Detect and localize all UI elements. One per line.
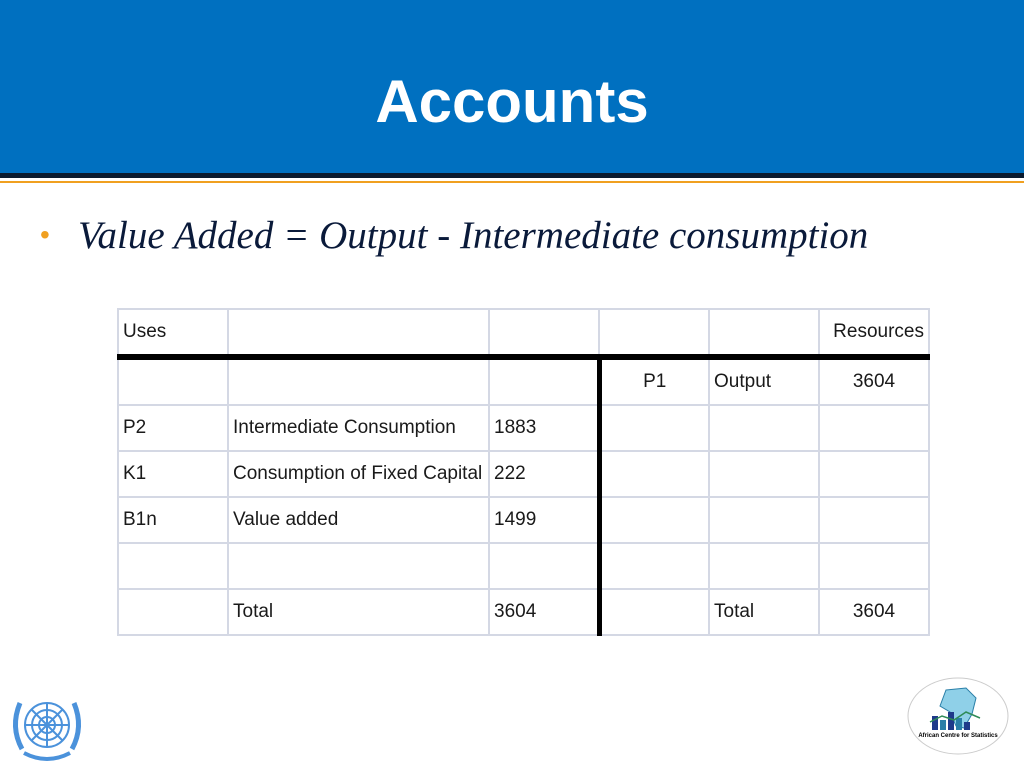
table-cell — [709, 497, 819, 543]
bullet-text: Value Added = Output - Intermediate consumption — [78, 213, 869, 257]
acs-logo-text: African Centre for Statistics — [918, 733, 998, 739]
bullet-icon: • — [40, 219, 50, 250]
header-cell — [599, 309, 709, 357]
table-cell — [599, 543, 709, 589]
table-cell: K1 — [118, 451, 228, 497]
table-row — [118, 405, 929, 451]
table-cell — [118, 543, 228, 589]
table-cell — [599, 497, 709, 543]
table-cell: Consumption of Fixed Capital — [228, 451, 489, 497]
header-cell — [228, 309, 489, 357]
slide-title: Accounts — [375, 68, 649, 135]
table-cell — [489, 357, 599, 405]
table-cell — [709, 451, 819, 497]
title-divider-dark — [0, 173, 1024, 178]
total-label-resources: Total — [709, 589, 819, 635]
bullet-item — [40, 210, 868, 260]
table-cell: P2 — [118, 405, 228, 451]
title-divider-gold — [0, 181, 1024, 183]
table-cell — [118, 357, 228, 405]
account-table — [117, 308, 930, 636]
table-cell — [599, 405, 709, 451]
table-cell — [819, 543, 929, 589]
table-cell: 3604 — [819, 357, 929, 405]
table-row-total — [118, 589, 929, 635]
total-value-uses: 3604 — [489, 589, 599, 635]
table-cell — [228, 357, 489, 405]
table-cell: Intermediate Consumption — [228, 405, 489, 451]
table-cell — [599, 589, 709, 635]
table-row — [118, 357, 929, 405]
table-cell — [819, 497, 929, 543]
table-cell — [709, 543, 819, 589]
table-cell — [709, 405, 819, 451]
table-header-row — [118, 309, 929, 357]
total-value-resources: 3604 — [819, 589, 929, 635]
header-uses: Uses — [118, 309, 228, 357]
table-cell — [819, 405, 929, 451]
total-label-uses: Total — [228, 589, 489, 635]
header-resources: Resources — [819, 309, 929, 357]
table-cell: B1n — [118, 497, 228, 543]
header-cell — [709, 309, 819, 357]
un-emblem-icon — [4, 687, 90, 765]
table-cell — [819, 451, 929, 497]
table-cell: 222 — [489, 451, 599, 497]
table-cell — [489, 543, 599, 589]
table-cell: P1 — [599, 357, 709, 405]
table-row — [118, 543, 929, 589]
table-cell: Value added — [228, 497, 489, 543]
table-row — [118, 451, 929, 497]
header-cell — [489, 309, 599, 357]
african-centre-for-statistics-logo — [906, 676, 1010, 756]
table-cell — [599, 451, 709, 497]
table-cell: 1883 — [489, 405, 599, 451]
table-cell — [118, 589, 228, 635]
table-cell: Output — [709, 357, 819, 405]
table-cell — [228, 543, 489, 589]
table-row — [118, 497, 929, 543]
table-cell: 1499 — [489, 497, 599, 543]
